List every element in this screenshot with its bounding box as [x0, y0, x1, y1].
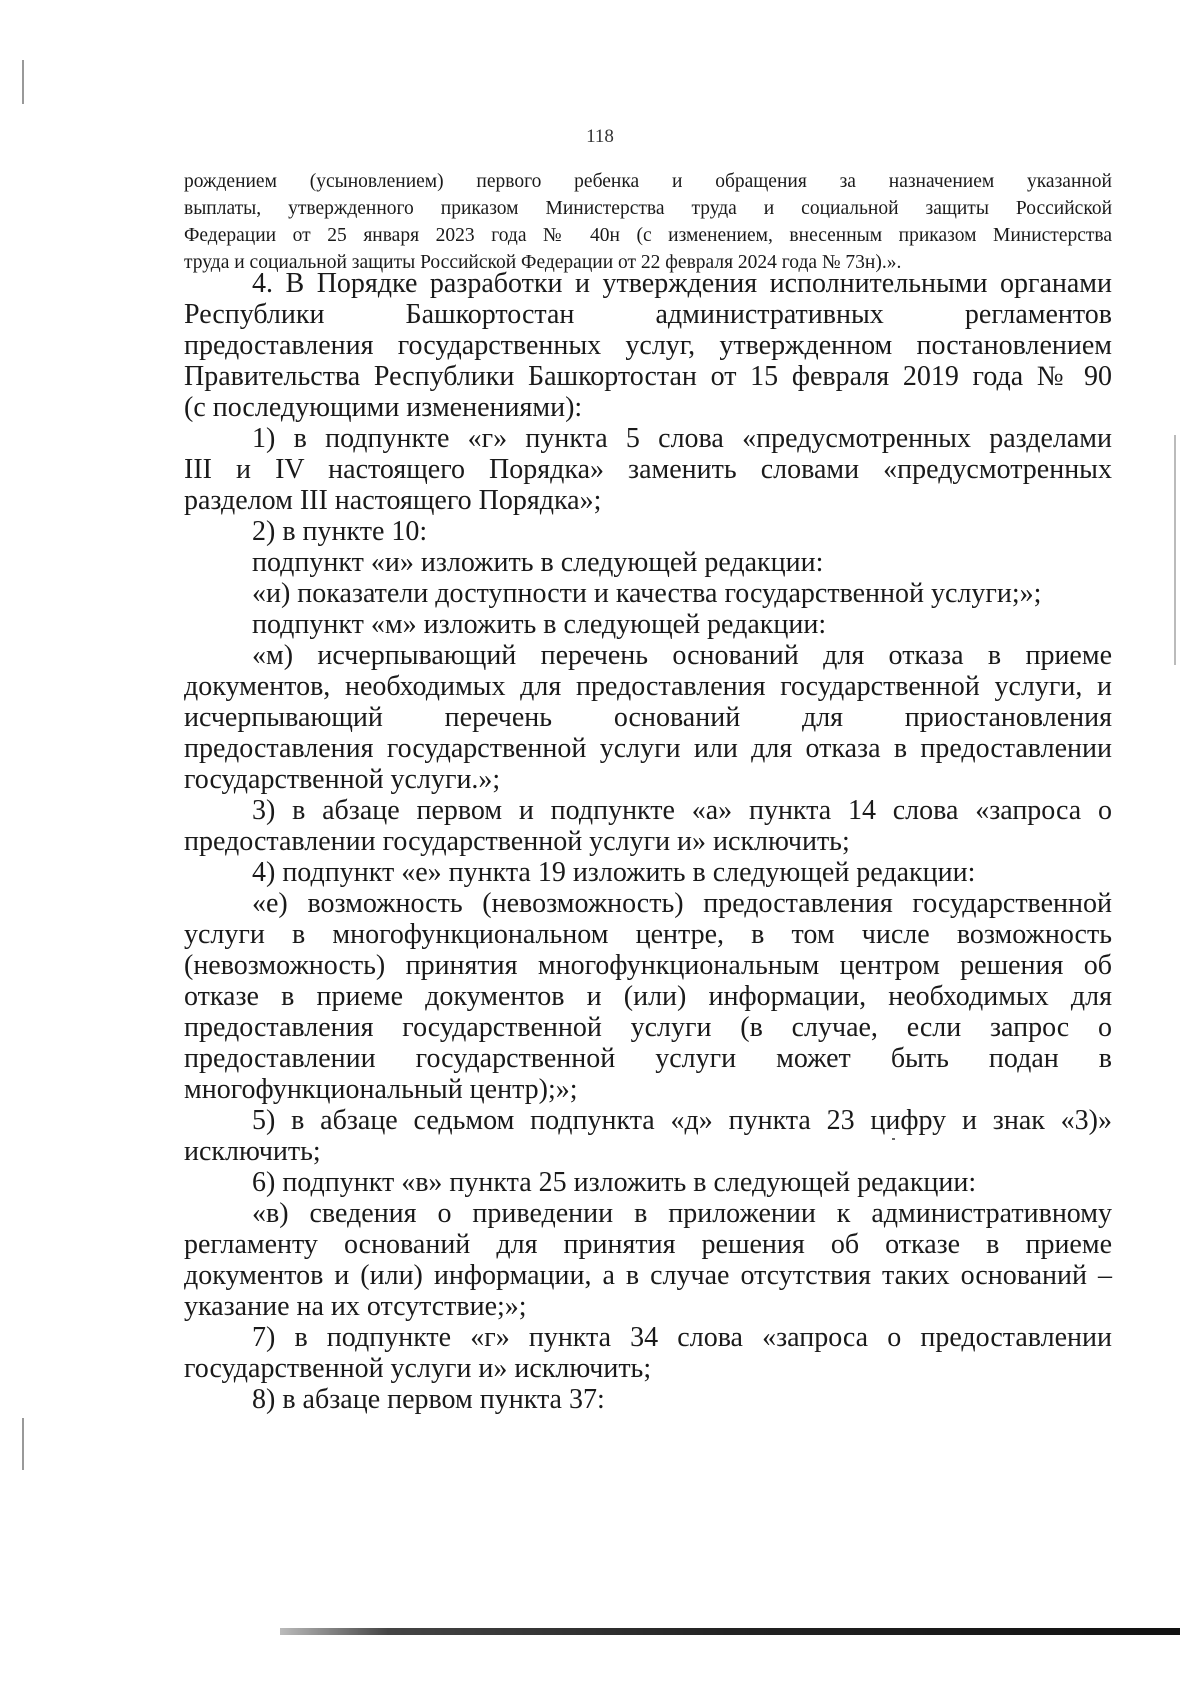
- text-line: разделом III настоящего Порядка»;: [184, 485, 602, 516]
- text-line: 2) в пункте 10:: [252, 516, 428, 547]
- scan-bottom-edge: [280, 1628, 1180, 1635]
- text-line: «е) возможность (невозможность) предоставления государственной: [252, 888, 1112, 919]
- text-line: услуги в многофункциональном центре, в том числе возможность: [184, 919, 1112, 950]
- text-line: «в) сведения о приведении в приложении к административному: [252, 1198, 1112, 1229]
- text-line: государственной услуги и» исключить;: [184, 1353, 652, 1384]
- text-line: 3) в абзаце первом и подпункте «а» пункта 14 слова «запроса о: [252, 795, 1112, 826]
- text-line: «и) показатели доступности и качества государственной услуги;»;: [252, 578, 1042, 609]
- text-line: предоставления государственной услуги (в случае, если запрос о: [184, 1012, 1112, 1043]
- text-line: «м) исчерпывающий перечень оснований для отказа в приеме: [252, 640, 1112, 671]
- page-number: 118: [586, 126, 614, 147]
- scan-edge-mark-bottom: [22, 1418, 24, 1470]
- scan-speck: [892, 1138, 895, 1140]
- text-line: Федерации от 25 января 2023 года № 40н (с изменением, внесенным приказом Министерства: [184, 225, 1112, 246]
- scan-edge-mark-right: [1174, 435, 1176, 665]
- text-line: Республики Башкортостан административных регламентов: [184, 299, 1112, 330]
- text-line: государственной услуги.»;: [184, 764, 501, 795]
- text-line: 8) в абзаце первом пункта 37:: [252, 1384, 605, 1415]
- text-line: отказе в приеме документов и (или) информации, необходимых для: [184, 981, 1112, 1012]
- text-line: 4) подпункт «е» пункта 19 изложить в следующей редакции:: [252, 857, 976, 888]
- text-line: подпункт «м» изложить в следующей редакции:: [252, 609, 827, 640]
- text-line: подпункт «и» изложить в следующей редакции:: [252, 547, 824, 578]
- text-line: исчерпывающий перечень оснований для приостановления: [184, 702, 1112, 733]
- text-line: многофункциональный центр);»;: [184, 1074, 578, 1105]
- text-line: документов, необходимых для предоставления государственной услуги, и: [184, 671, 1112, 702]
- text-line: 7) в подпункте «г» пункта 34 слова «запроса о предоставлении: [252, 1322, 1112, 1353]
- text-line: 1) в подпункте «г» пункта 5 слова «предусмотренных разделами: [252, 423, 1112, 454]
- text-line: предоставлении государственной услуги и» исключить;: [184, 826, 850, 857]
- scan-edge-mark-top: [22, 60, 24, 104]
- text-line: 5) в абзаце седьмом подпункта «д» пункта 23 цифру и знак «3)»: [252, 1105, 1112, 1136]
- text-line: предоставлении государственной услуги может быть подан в: [184, 1043, 1112, 1074]
- text-line: Правительства Республики Башкортостан от 15 февраля 2019 года № 90: [184, 361, 1112, 392]
- text-line: III и IV настоящего Порядка» заменить словами «предусмотренных: [184, 454, 1112, 485]
- text-line: документов и (или) информации, а в случае отсутствия таких оснований –: [184, 1260, 1112, 1291]
- text-line: предоставления государственных услуг, утвержденном постановлением: [184, 330, 1112, 361]
- text-line: указание на их отсутствие;»;: [184, 1291, 527, 1322]
- text-line: регламенту оснований для принятия решения об отказе в приеме: [184, 1229, 1112, 1260]
- text-line: предоставления государственной услуги или для отказа в предоставлении: [184, 733, 1112, 764]
- text-line: 4. В Порядке разработки и утверждения исполнительными органами: [252, 268, 1112, 299]
- text-line: исключить;: [184, 1136, 321, 1167]
- text-line: выплаты, утвержденного приказом Министерства труда и социальной защиты Российской: [184, 198, 1112, 219]
- text-line: рождением (усыновлением) первого ребенка и обращения за назначением указанной: [184, 171, 1112, 192]
- text-line: 6) подпункт «в» пункта 25 изложить в следующей редакции:: [252, 1167, 977, 1198]
- text-line: труда и социальной защиты Российской Федерации от 22 февраля 2024 года № 73н).».: [184, 252, 902, 273]
- text-line: (невозможность) принятия многофункциональным центром решения об: [184, 950, 1112, 981]
- text-line: (с последующими изменениями):: [184, 392, 583, 423]
